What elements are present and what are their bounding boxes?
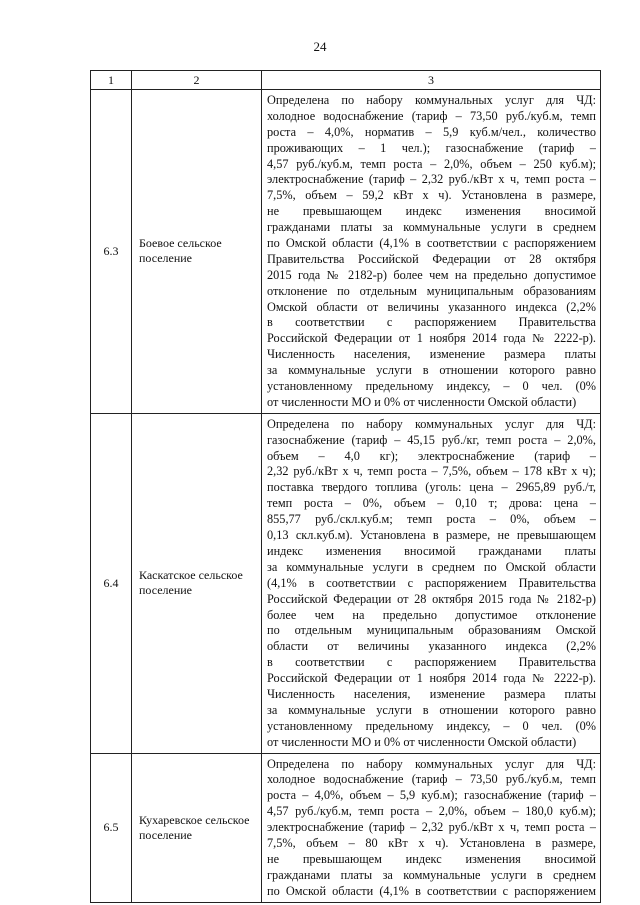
row-number: 6.4 bbox=[91, 413, 132, 753]
description-line: Российской Федерации от 1 ноября 2014 года № 2222-р). bbox=[267, 331, 596, 346]
row-description bbox=[262, 753, 601, 902]
description-line: 2,32 руб./кВт х ч, темп роста – 7,5%, объем – 178 кВт х ч); bbox=[267, 464, 596, 479]
description-line: Российской Федерации от 28 октября 2015 года № 2182-р) bbox=[267, 591, 596, 606]
description-line: более чем на предельно допустимое отклонение bbox=[267, 607, 596, 622]
header-cell: 3 bbox=[262, 71, 601, 90]
description-line: Численность населения, изменение размера платы bbox=[267, 347, 596, 362]
description-line: индекс изменения вносимой гражданами платы bbox=[267, 543, 596, 558]
description-line: 4,57 руб./куб.м, темп роста – 2,0%, объем – 250 куб.м); bbox=[267, 156, 596, 171]
description-line: электроснабжение (тариф – 2,32 руб./кВт х ч, темп роста – bbox=[267, 820, 596, 835]
description-line: Численность населения, изменение размера платы bbox=[267, 686, 596, 701]
description-line: в соответствии с распоряжением Правительства bbox=[267, 655, 596, 670]
description-line: Российской Федерации от 1 ноября 2014 года № 2222-р). bbox=[267, 671, 596, 686]
description-line: за коммунальные услуги в отношении которого равно bbox=[267, 363, 596, 378]
tariff-table bbox=[90, 70, 601, 903]
description-line: гражданами платы за коммунальные услуги в среднем bbox=[267, 220, 596, 235]
description-line: 0,13 скл.куб.м). Установлена в размере, не превышающем bbox=[267, 528, 596, 543]
description-line: области от величины указанного индекса (2,2% bbox=[267, 639, 596, 654]
description-line: (4,1% в соответствии с распоряжением Правительства bbox=[267, 575, 596, 590]
description-line: отклонение по отдельным муниципальным образованиям bbox=[267, 283, 596, 298]
description-line: за коммунальные услуги в отношении которого равно bbox=[267, 702, 596, 717]
description-line: не превышающем индекс изменения вносимой bbox=[267, 204, 596, 219]
description-line: Правительства Российской Федерации от 28 октября bbox=[267, 251, 596, 266]
description-line: по Омской области (4,1% в соответствии с распоряжением bbox=[267, 883, 596, 898]
table-header-row bbox=[91, 71, 601, 90]
settlement-name: Боевое сельское поселение bbox=[132, 90, 262, 414]
description-line: газоснабжение (тариф – 45,15 руб./кг, темп роста – 2,0%, bbox=[267, 432, 596, 447]
row-description bbox=[262, 413, 601, 753]
description-line: 7,5%, объем – 80 кВт х ч). Установлена в размере, bbox=[267, 835, 596, 850]
page-number: 24 bbox=[313, 39, 327, 54]
header-cell: 1 bbox=[91, 71, 132, 90]
description-line: по Омской области (4,1% в соответствии с распоряжением bbox=[267, 236, 596, 251]
description-line: холодное водоснабжение (тариф – 73,50 руб./куб.м, темп bbox=[267, 772, 596, 787]
description-line: 855,77 руб./скл.куб.м; темп роста – 0%, объем – bbox=[267, 512, 596, 527]
description-line: объем – 4,0 кг); электроснабжение (тариф – bbox=[267, 448, 596, 463]
description-line: гражданами платы за коммунальные услуги в среднем bbox=[267, 867, 596, 882]
description-line: установленному предельному индексу, – 0 чел. (0% bbox=[267, 379, 596, 394]
row-number: 6.3 bbox=[91, 90, 132, 414]
description-line: за коммунальные услуги в среднем по Омской области bbox=[267, 559, 596, 574]
description-line: 7,5%, объем – 59,2 кВт х ч). Установлена в размере, bbox=[267, 188, 596, 203]
description-line: Определена по набору коммунальных услуг для ЧД: bbox=[267, 93, 596, 107]
description-line: от численности МО и 0% от численности Омской области) bbox=[267, 734, 577, 749]
description-line: не превышающем индекс изменения вносимой bbox=[267, 851, 596, 866]
description-line: темп роста – 0%, объем – 0,10 т; дрова: цена – bbox=[267, 496, 596, 511]
description-line: роста – 4,0%, норматив – 5,9 куб.м/чел., количество bbox=[267, 124, 596, 139]
description-line: Омской области от величины указанного индекса (2,2% bbox=[267, 299, 596, 314]
row-description bbox=[262, 90, 601, 414]
header-cell: 2 bbox=[132, 71, 262, 90]
description-line: Определена по набору коммунальных услуг для ЧД: bbox=[267, 416, 596, 431]
description-line: Определена по набору коммунальных услуг для ЧД: bbox=[267, 756, 596, 771]
table-row bbox=[91, 753, 601, 902]
settlement-name: Каскатское сельское поселение bbox=[132, 413, 262, 753]
description-line: 4,57 руб./куб.м, темп роста – 2,0%, объем – 180,0 куб.м); bbox=[267, 804, 596, 819]
description-line: холодное водоснабжение (тариф – 73,50 руб./куб.м, темп bbox=[267, 108, 596, 123]
settlement-name: Кухаревское сельское поселение bbox=[132, 753, 262, 902]
description-line: по отдельным муниципальным образованиям Омской bbox=[267, 623, 596, 638]
description-line: в соответствии с распоряжением Правительства bbox=[267, 315, 596, 330]
description-line: установленному предельному индексу, – 0 чел. (0% bbox=[267, 718, 596, 733]
description-line: поставка твердого топлива (уголь: цена – 2965,89 руб./т, bbox=[267, 480, 596, 495]
description-line: электроснабжение (тариф – 2,32 руб./кВт х ч, темп роста – bbox=[267, 172, 596, 187]
description-line: роста – 4,0%, объем – 5,9 куб.м); газоснабжение (тариф – bbox=[267, 788, 596, 803]
table-row bbox=[91, 90, 601, 414]
description-line: от численности МО и 0% от численности Омской области) bbox=[267, 394, 577, 409]
row-number: 6.5 bbox=[91, 753, 132, 902]
description-line: 2015 года № 2182-р) более чем на предельно допустимое bbox=[267, 267, 596, 282]
table-row bbox=[91, 413, 601, 753]
description-line: проживающих – 1 чел.); газоснабжение (тариф – bbox=[267, 140, 596, 155]
